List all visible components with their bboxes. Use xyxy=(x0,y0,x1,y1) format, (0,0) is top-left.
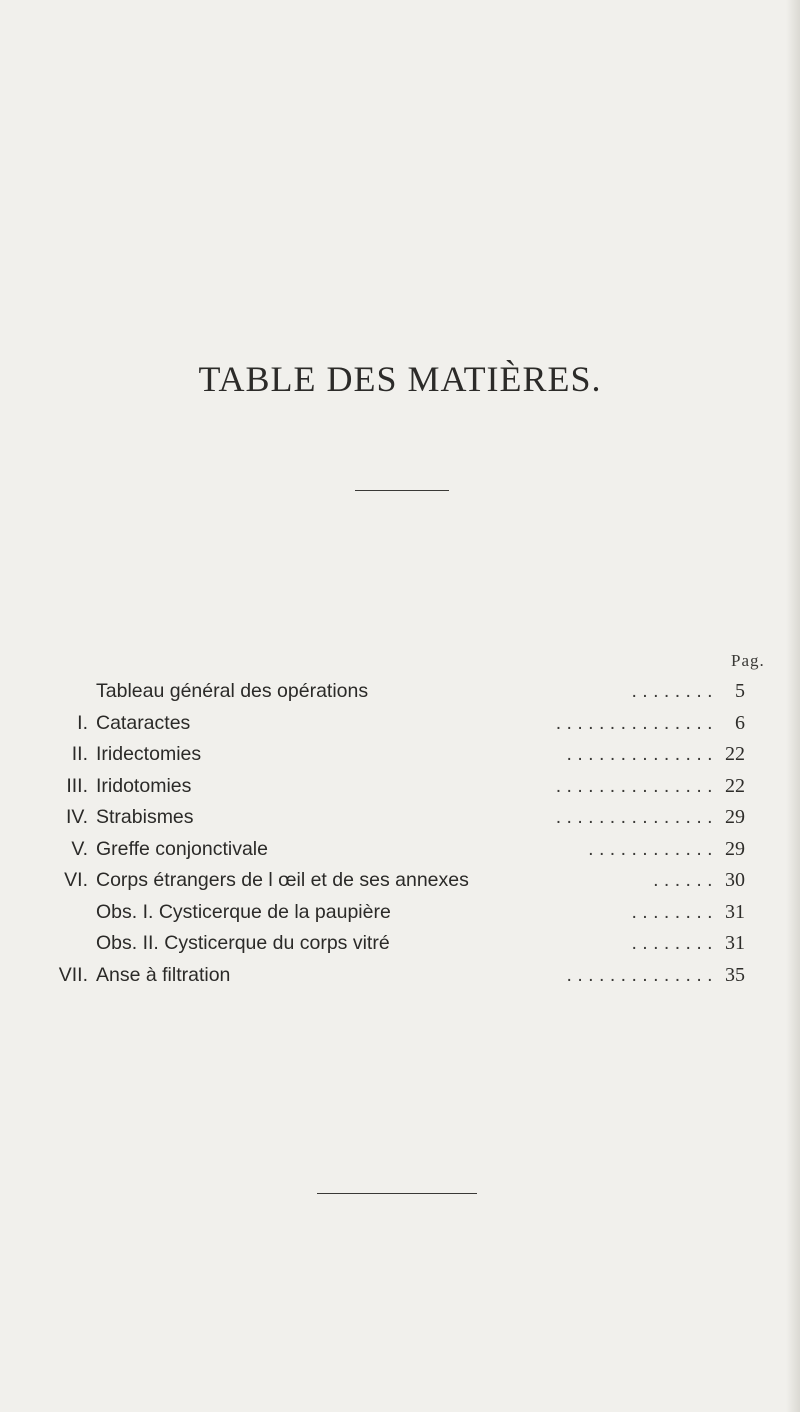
toc-entry-text: Anse à filtration xyxy=(96,963,231,986)
toc-entry-page: 29 xyxy=(725,837,745,860)
toc-entry-leader: ...... xyxy=(653,869,718,891)
toc-entry-page: 22 xyxy=(725,774,745,797)
toc-entry-text: Corps étrangers de l œil et de ses annexes xyxy=(96,869,469,891)
toc-entry-leader: ............... xyxy=(555,806,718,828)
toc-entry-leader: ........ xyxy=(631,680,718,702)
toc-entry-page: 29 xyxy=(725,806,745,828)
page-title: TABLE DES MATIÈRES. xyxy=(198,359,602,399)
toc-entry xyxy=(0,802,800,834)
toc-entry-text: Iridectomies xyxy=(96,743,202,765)
toc-entry-number: V. xyxy=(71,837,88,860)
toc-entry-number: III. xyxy=(66,774,88,797)
toc-entry-number: VI. xyxy=(64,869,88,891)
toc-list xyxy=(0,676,800,991)
toc-entry-leader: ........ xyxy=(631,932,718,954)
toc-entry xyxy=(0,771,800,803)
toc-entry-page: 31 xyxy=(725,932,745,954)
toc-entry-number: VII. xyxy=(58,963,88,986)
toc-entry-page: 22 xyxy=(725,743,745,765)
page-column-header: Pag. xyxy=(731,651,765,670)
toc-entry-leader: ............... xyxy=(555,711,718,734)
toc-entry-page: 35 xyxy=(725,963,745,986)
toc-entry-page: 5 xyxy=(735,680,745,702)
toc-entry-number: II. xyxy=(71,743,88,765)
toc-entry-leader: ........ xyxy=(631,900,718,923)
title-rule xyxy=(355,490,449,491)
toc-entry-text: Iridotomies xyxy=(96,774,192,797)
toc-entry-page: 30 xyxy=(725,869,745,891)
toc-entry-page: 31 xyxy=(725,900,745,923)
toc-entry-leader: .............. xyxy=(566,743,718,765)
toc-entry xyxy=(0,865,800,897)
toc-entry xyxy=(0,739,800,771)
toc-entry-text: Greffe conjonctivale xyxy=(96,837,268,860)
toc-entry-leader: ............ xyxy=(588,837,718,860)
toc-entry-text: Obs. II. Cysticerque du corps vitré xyxy=(96,932,390,954)
toc-entry-text: Cataractes xyxy=(96,711,191,734)
toc-entry xyxy=(0,834,800,866)
toc-entry xyxy=(0,897,800,929)
toc-entry-leader: .............. xyxy=(566,963,718,986)
toc-entry xyxy=(0,708,800,740)
toc-entry-text: Tableau général des opérations xyxy=(96,680,369,702)
toc-entry-number: I. xyxy=(77,711,88,734)
toc-entry-page: 6 xyxy=(735,711,745,734)
toc-entry xyxy=(0,960,800,992)
toc-entry-leader: ............... xyxy=(555,774,718,797)
toc-entry-number: IV. xyxy=(65,806,88,828)
toc-entry xyxy=(0,928,800,960)
toc-entry-text: Obs. I. Cysticerque de la paupière xyxy=(96,900,391,923)
end-rule xyxy=(317,1193,477,1194)
toc-entry-text: Strabismes xyxy=(96,806,194,828)
toc-entry xyxy=(0,676,800,708)
